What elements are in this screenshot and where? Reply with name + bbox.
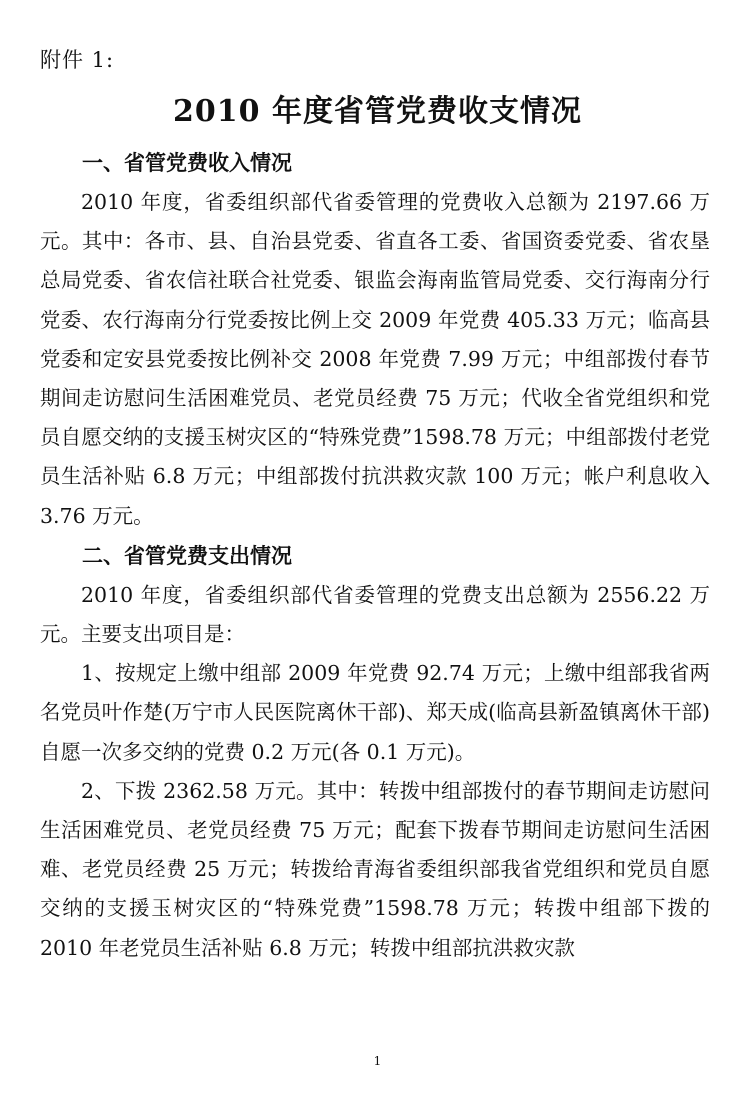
paragraph: 1、按规定上缴中组部 2009 年党费 92.74 万元；上缴中组部我省两名党员叶作楚(万宁市人民医院离休干部)、郑天成(临高县新盈镇离休干部)自愿一次多交纳的党费 0.2 万元(各 0.1 万元)。 (40, 661, 710, 764)
paragraph: 2010 年度，省委组织部代省委管理的党费收入总额为 2197.66 万元。其中：各市、县、自治县党委、省直各工委、省国资委党委、省农垦总局党委、省农信社联合社党委、银监会海南监管局党委、交行海南分行党委、农行海南分行党委按比例上交 2009 年党费 405.33 万元；临高县党委和定安县党委按比例补交 2008 年党费 7.99 万元；中组部拨付春节期间走访慰问生活困难党员、老党员经费 75 万元；代收全省党组织和党员自愿交纳的支援玉树灾区的“特殊党费”1598.78 万元；中组部拨付老党员生活补贴 6.8 万元；中组部拨付抗洪救灾款 100 万元；帐户利息收入 3.76 万元。 (40, 190, 710, 528)
document-title: 2010 年度省管党费收支情况 (173, 94, 582, 129)
attachment-label: 附件 1: (40, 48, 115, 72)
section-heading: 一、省管党费收入情况 (82, 151, 292, 175)
document-body (40, 143, 710, 968)
section-expenditure (40, 536, 710, 968)
page-number: 1 (373, 1054, 382, 1068)
section-heading: 二、省管党费支出情况 (82, 543, 292, 568)
section-income (40, 143, 710, 536)
paragraph: 2010 年度，省委组织部代省委管理的党费支出总额为 2556.22 万元。主要支出项目是： (40, 582, 710, 647)
paragraph: 2、下拨 2362.58 万元。其中：转拨中组部拨付的春节期间走访慰问生活困难党员、老党员经费 75 万元；配套下拨春节期间走访慰问生活困难、老党员经费 25 万元；转拨给青海省委组织部我省党组织和党员自愿交纳的支援玉树灾区的“特殊党费”1598.78 万元；转拨中组部下拨的 2010 年老党员生活补贴 6.8 万元；转拨中组部抗洪救灾款 (40, 778, 710, 960)
